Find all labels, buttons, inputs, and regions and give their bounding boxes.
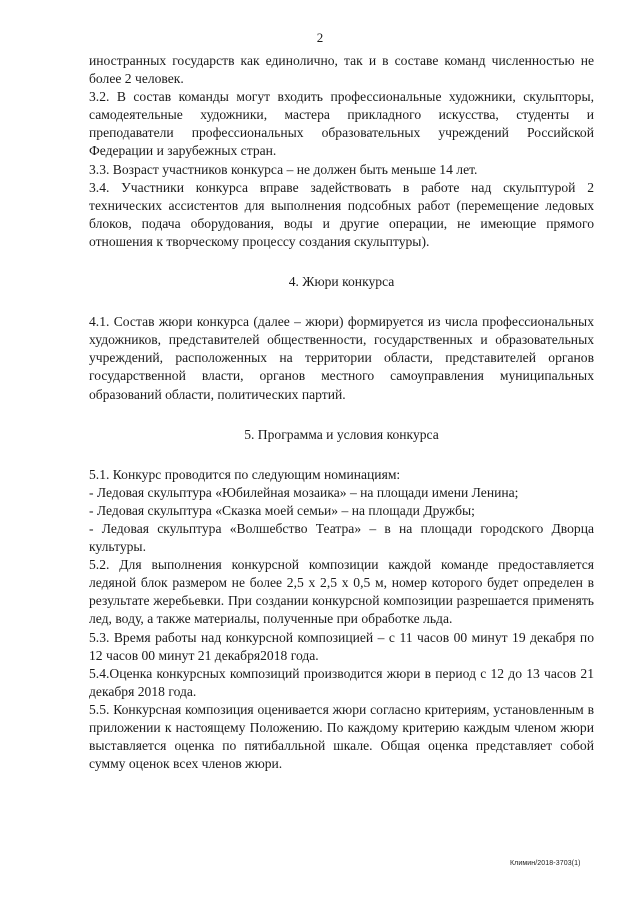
paragraph-3-3: 3.3. Возраст участников конкурса – не должен быть меньше 14 лет. [89,161,478,177]
nomination-item: - Ледовая скульптура «Сказка моей семьи» – на площади Дружбы; [89,502,475,518]
paragraph-5-1: 5.1. Конкурс проводится по следующим номинациям: [89,466,401,482]
nomination-item: - Ледовая скульптура «Волшебство Театра» – в на площади городского Дворца культуры. [89,520,594,555]
paragraph-5-2: 5.2. Для выполнения конкурсной композиции каждой команде предоставляется ледяной блок размером не более 2,5 х 2,5 х 0,5 м, номер которого будет определен в результате жеребьевки. При создании конкурсной композиции разрешается применять лед, воду, а также материалы, полученные при обработке льда. [89,557,594,627]
paragraph-3-2: 3.2. В состав команды могут входить профессиональные художники, скульпторы, самодеятельные художники, мастера прикладного искусства, студенты и преподаватели профессиональных образовательных учреждений Российской Федерации и зарубежных стран. [89,89,594,159]
nomination-item: - Ледовая скульптура «Юбилейная мозаика» – на площади имени Ленина; [89,484,519,500]
paragraph-3-4: 3.4. Участники конкурса вправе задействовать в работе над скульптурой 2 технических ассистентов для выполнения подсобных работ (перемещение ледовых блоков, подача оборудования, воды и другие операции, не имеющие прямого отношения к творческому процессу создания скульптуры). [89,179,594,249]
paragraph-4-1: 4.1. Состав жюри конкурса (далее – жюри) формируется из числа профессиональных художников, представителей общественности, государственных и образовательных учреждений, расположенных на территории области, представителей органов государственной власти, органов местного самоуправления муниципальных образований области, политических партий. [89,314,594,402]
paragraph-5-4: 5.4.Оценка конкурсных композиций производится жюри в период с 12 до 13 часов 21 декабря 2018 года. [89,665,594,699]
section-5-heading: 5. Программа и условия конкурса [244,426,439,442]
paragraph-5-5: 5.5. Конкурсная композиция оценивается жюри согласно критериям, установленным в приложении к настоящему Положению. По каждому критерию каждым членом жюри выставляется оценка по пятибалльной шкале. Общая оценка представляет собой сумму оценок всех членов жюри. [89,701,594,772]
section-4-heading: 4. Жюри конкурса [288,274,395,290]
footer-document-code: Климин/2018-3703(1) [510,860,581,867]
document-body [89,52,594,773]
page-number: 2 [316,30,324,45]
paragraph-5-3: 5.3. Время работы над конкурсной композицией – с 11 часов 00 минут 19 декабря по 12 часов 00 минут 21 декабря2018 года. [89,629,594,663]
paragraph: иностранных государств как единолично, так и в составе команд численностью не более 2 человек. [89,53,594,87]
